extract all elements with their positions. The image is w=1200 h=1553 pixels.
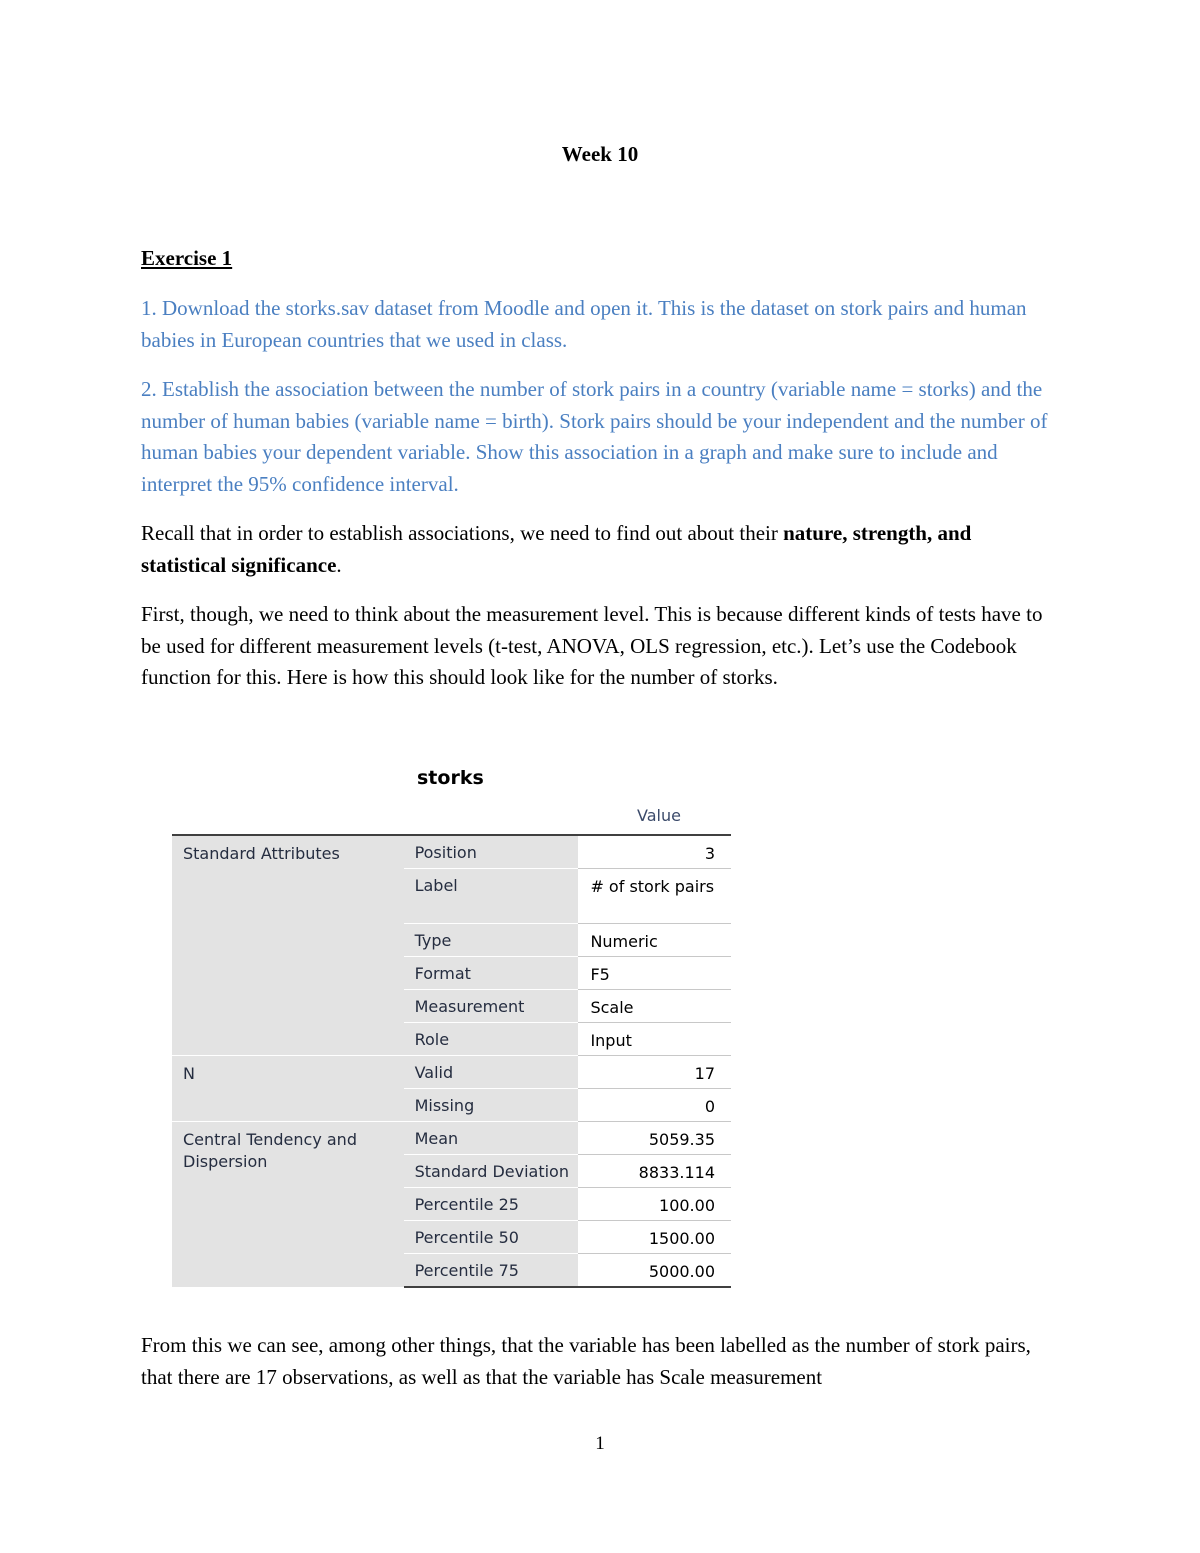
attribute-cell: Role [404, 1023, 579, 1056]
attribute-cell: Format [404, 957, 579, 990]
attribute-cell: Percentile 25 [404, 1188, 579, 1221]
table-row [172, 1056, 731, 1089]
value-cell: # of stork pairs [578, 869, 731, 924]
attribute-cell: Type [404, 924, 579, 957]
instruction-2: 2. Establish the association between the number of stork pairs in a country (variable name = storks) and the number of human babies (variable name = birth). Stork pairs should be your independent and the number of human babies your dependent variable. Show this association in a graph and make sure to include and interpret the 95% confidence interval. [141, 377, 1048, 496]
paragraph-associations-bold: nature, strength, and statistical significance [141, 521, 972, 577]
codebook-table [172, 834, 731, 1288]
attribute-cell: Label [404, 869, 579, 924]
attribute-cell: Percentile 75 [404, 1254, 579, 1288]
paragraph-associations-end: . [336, 552, 342, 577]
value-cell: 100.00 [578, 1188, 731, 1221]
value-cell: 17 [578, 1056, 731, 1089]
codebook-value-header: Value [637, 806, 681, 825]
table-row [172, 1122, 731, 1155]
value-cell: 5000.00 [578, 1254, 731, 1288]
attribute-cell: Position [404, 835, 579, 869]
value-cell: Scale [578, 990, 731, 1023]
value-cell: Input [578, 1023, 731, 1056]
document-title: Week 10 [561, 142, 639, 166]
value-cell: 0 [578, 1089, 731, 1122]
exercise-heading: Exercise 1 [141, 246, 233, 270]
table-row [172, 835, 731, 869]
attribute-cell: Valid [404, 1056, 579, 1089]
value-cell: 8833.114 [578, 1155, 731, 1188]
group-n: N [172, 1056, 404, 1122]
codebook-title: storks [417, 767, 484, 789]
paragraph-associations [141, 518, 1061, 581]
paragraph-measurement: First, though, we need to think about the measurement level. This is because different kinds of tests have to be used for different measurement levels (t-test, ANOVA, OLS regression, etc.). Let’s use the Codebook function for this. Here is how this should look like for the number of storks. [141, 602, 1043, 689]
group-central-tendency: Central Tendency and Dispersion [172, 1122, 404, 1288]
instruction-1: 1. Download the storks.sav dataset from Moodle and open it. This is the dataset on stork pairs and human babies in European countries that we used in class. [141, 296, 1027, 352]
attribute-cell: Standard Deviation [404, 1155, 579, 1188]
value-cell: F5 [578, 957, 731, 990]
page-number: 1 [595, 1433, 605, 1454]
paragraph-associations-start: Recall that in order to establish associations, we need to find out about their [141, 521, 784, 545]
attribute-cell: Measurement [404, 990, 579, 1023]
group-standard-attributes: Standard Attributes [172, 835, 404, 1056]
value-cell: 1500.00 [578, 1221, 731, 1254]
paragraph-conclusion: From this we can see, among other things, that the variable has been labelled as the number of stork pairs, that there are 17 observations, as well as that the variable has Scale measurement [141, 1333, 1031, 1389]
value-cell: 5059.35 [578, 1122, 731, 1155]
value-cell: Numeric [578, 924, 731, 957]
attribute-cell: Mean [404, 1122, 579, 1155]
attribute-cell: Missing [404, 1089, 579, 1122]
value-cell: 3 [578, 835, 731, 869]
attribute-cell: Percentile 50 [404, 1221, 579, 1254]
